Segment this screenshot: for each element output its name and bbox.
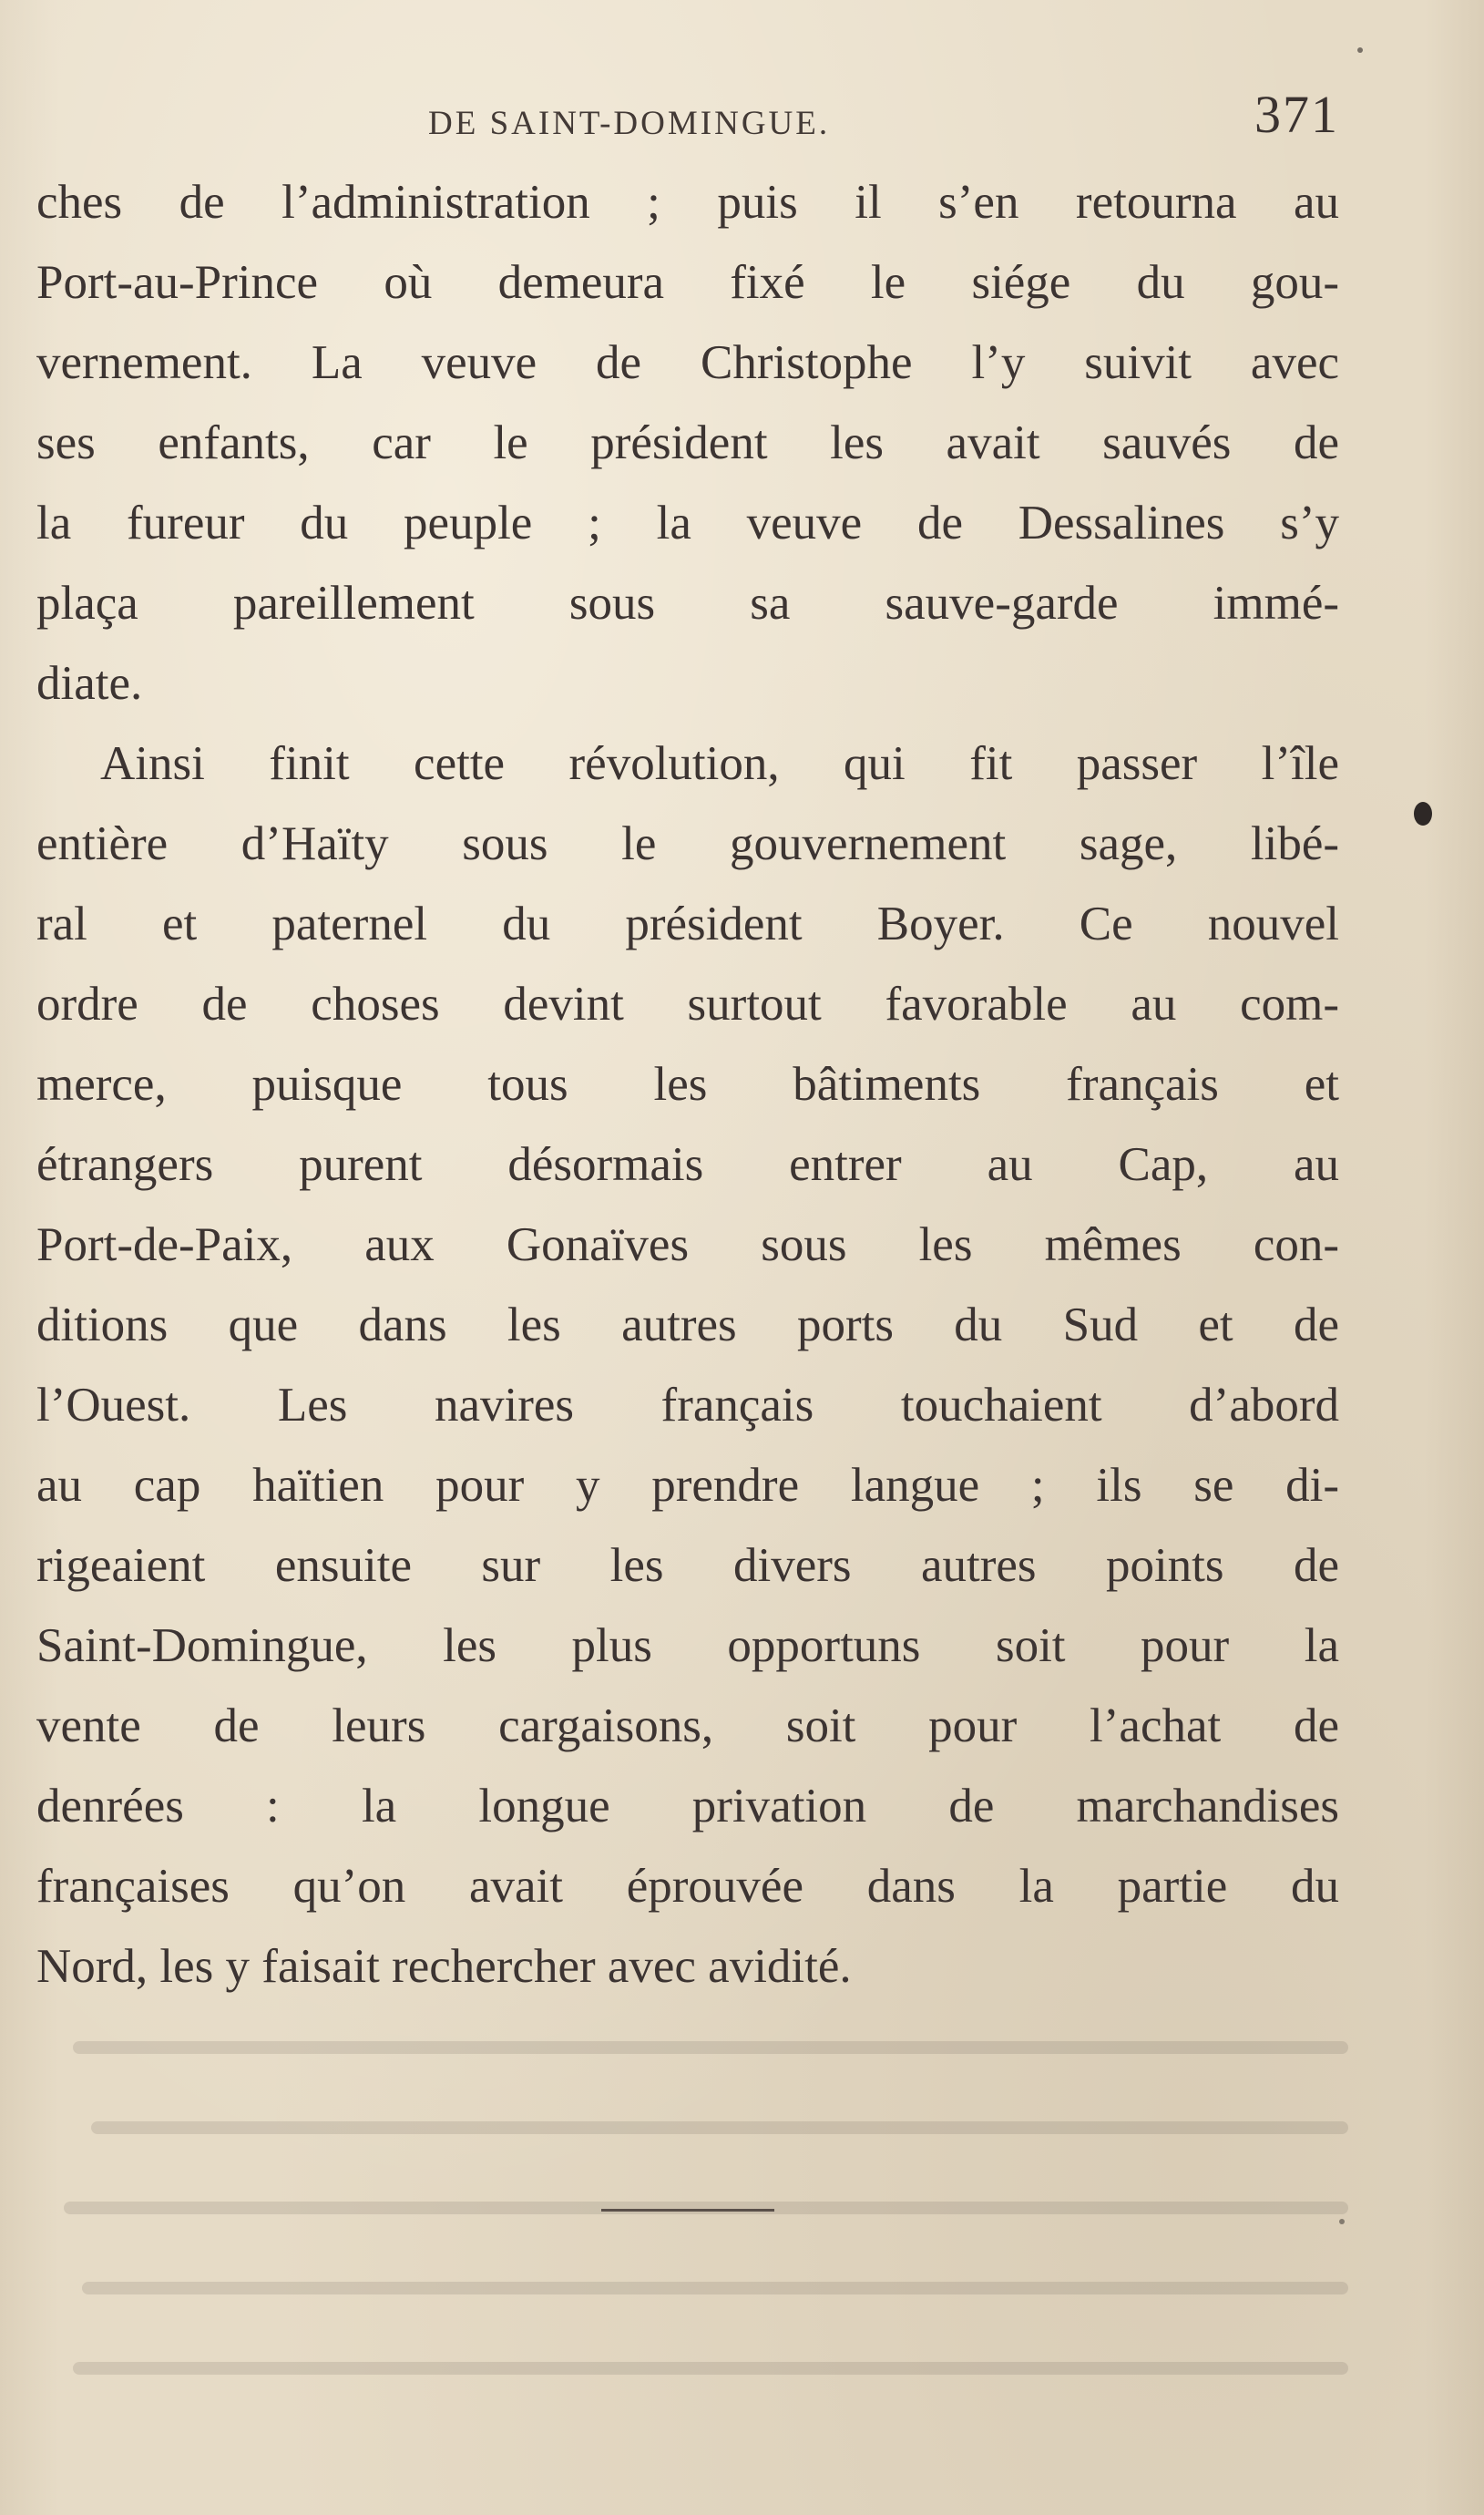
show-through-strokes bbox=[36, 2005, 1366, 2406]
text-line: entière d’Haïty sous le gouvernement sage, libé- bbox=[36, 817, 1339, 870]
text-line: françaises qu’on avait éprouvée dans la partie du bbox=[36, 1860, 1339, 1913]
text-line: merce, puisque tous les bâtiments français et bbox=[36, 1058, 1339, 1111]
ink-spot bbox=[1414, 802, 1432, 826]
text-line: vente de leurs cargaisons, soit pour l’achat de bbox=[36, 1699, 1339, 1752]
text-line: ral et paternel du président Boyer. Ce nouvel bbox=[36, 898, 1339, 950]
show-through-texture bbox=[36, 2005, 1366, 2406]
text-line: Port-au-Prince où demeura fixé le siége du gou- bbox=[36, 256, 1339, 309]
text-line: Port-de-Paix, aux Gonaïves sous les mêmes con- bbox=[36, 1218, 1339, 1271]
running-title: DE SAINT-DOMINGUE. bbox=[428, 105, 831, 142]
text-line: Nord, les y faisait rechercher avec avidité. bbox=[36, 1940, 852, 1993]
text-line: ordre de choses devint surtout favorable au com- bbox=[36, 978, 1339, 1031]
text-line: plaça pareillement sous sa sauve-garde immé- bbox=[36, 577, 1339, 630]
section-divider bbox=[601, 2209, 774, 2212]
body-text bbox=[36, 162, 1339, 2007]
text-line: denrées : la longue privation de marchandises bbox=[36, 1780, 1339, 1832]
text-line: ditions que dans les autres ports du Sud et de bbox=[36, 1299, 1339, 1351]
text-line: ches de l’administration ; puis il s’en retourna au bbox=[36, 176, 1339, 229]
text-line: rigeaient ensuite sur les divers autres points de bbox=[36, 1539, 1339, 1592]
text-line: Ainsi finit cette révolution, qui fit passer l’île bbox=[100, 737, 1339, 790]
page-header bbox=[36, 84, 1339, 166]
text-line: étrangers purent désormais entrer au Cap, au bbox=[36, 1138, 1339, 1191]
page-number: 371 bbox=[1254, 85, 1339, 144]
text-line: la fureur du peuple ; la veuve de Dessalines s’y bbox=[36, 497, 1339, 549]
ink-spot bbox=[1357, 47, 1363, 53]
text-line: vernement. La veuve de Christophe l’y suivit avec bbox=[36, 336, 1339, 389]
text-line: diate. bbox=[36, 657, 143, 710]
text-line: l’Ouest. Les navires français touchaient d’abord bbox=[36, 1379, 1339, 1432]
ink-spot bbox=[1339, 2219, 1345, 2224]
text-line: au cap haïtien pour y prendre langue ; ils se di- bbox=[36, 1459, 1339, 1512]
text-line: ses enfants, car le président les avait sauvés de bbox=[36, 416, 1339, 469]
text-line: Saint-Domingue, les plus opportuns soit pour la bbox=[36, 1619, 1339, 1672]
